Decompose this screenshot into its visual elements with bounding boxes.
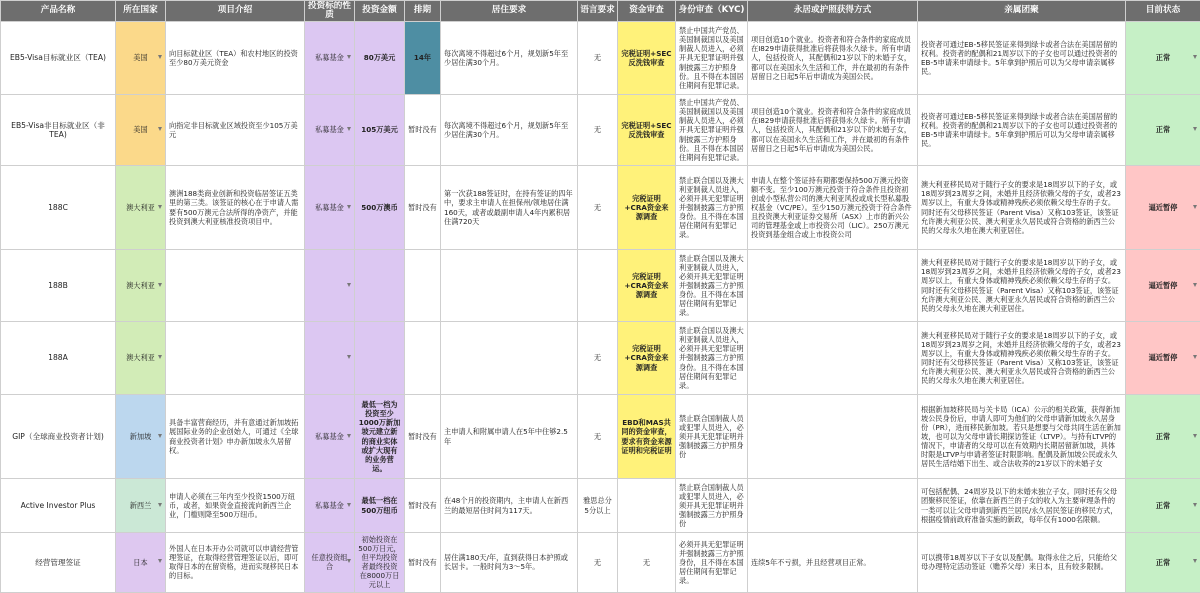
- cell-language[interactable]: 无: [578, 95, 618, 166]
- cell-country[interactable]: [116, 250, 166, 322]
- cell-status[interactable]: [1126, 22, 1200, 95]
- table-row: [1, 533, 1200, 593]
- cell-permanent[interactable]: 申请人在整个签证持有期都要保持500万澳元投资额不变。至少100万澳元投资于符合条件且投资初创或小型私营公司的澳大利亚风投或成长型私募股权基金（VC/PE）。至少150万澳元投资于符合条件且投资澳大利亚证券交易所（ASX）上市的新兴公司的管理基金或上市投资公司（LIC）。250万澳元投资到基金组合或上市投资公司: [748, 166, 918, 250]
- dropdown-arrow-icon[interactable]: [158, 434, 162, 438]
- cell-kyc[interactable]: 必须开具无犯罪证明并强制披露三方护照身份，且不得在本国居住期间有犯罪记录。: [676, 533, 748, 593]
- cell-funds[interactable]: 完税证明+CRA资金来源调查: [618, 322, 676, 395]
- cell-funds[interactable]: [618, 479, 676, 533]
- asset-label: 私募基金: [315, 53, 344, 62]
- cell-residence[interactable]: 每次离境不得超过6个月，规划新5年至少居住满30个月。: [441, 22, 578, 95]
- cell-permanent[interactable]: 项目创造10个就业。投资者和符合条件的家庭成员在I829申请获得批准后将获得永久绿卡。所有申请人，包括投资人，其配偶和21岁以下的未婚子女，都可以在美国永久生活和工作，并在最初的有条件居留日之日起5年后申请成为美国公民。: [748, 95, 918, 166]
- cell-residence[interactable]: 第一次获188签证时，在持有签证的四年中，要求主申请人在担保州/领地居住满160天，或者或最副申请人4年内累积居住满720天: [441, 166, 578, 250]
- cell-kyc[interactable]: 禁止联合国制裁人员或犯罪人员进入，必须开具无犯罪证明并强制披露三方护照身份: [676, 395, 748, 479]
- dropdown-arrow-icon[interactable]: [347, 283, 351, 287]
- dropdown-arrow-icon[interactable]: [347, 559, 351, 563]
- asset-label: 任意投资组合: [312, 553, 348, 571]
- status-label: 正常: [1156, 125, 1170, 134]
- cell-schedule[interactable]: [405, 250, 441, 322]
- cell-kyc[interactable]: 禁止联合国以及澳大利亚制裁人员进入，必须开具无犯罪证明并强制披露三方护照身份。且不得在本国居住期间有犯罪记录。: [676, 166, 748, 250]
- cell-asset[interactable]: [305, 395, 355, 479]
- cell-schedule[interactable]: 暂时没有: [405, 479, 441, 533]
- cell-residence[interactable]: 每次离境不得超过6个月，规划新5年至少居住满30个月。: [441, 95, 578, 166]
- cell-amount[interactable]: 80万美元: [355, 22, 405, 95]
- cell-product-name[interactable]: 188A: [1, 322, 116, 395]
- country-label: 澳大利亚: [126, 353, 155, 362]
- cell-product-name[interactable]: 经营管理签证: [1, 533, 116, 593]
- cell-language[interactable]: 无: [578, 395, 618, 479]
- dropdown-arrow-icon[interactable]: [1193, 434, 1197, 438]
- country-label: 澳大利亚: [126, 281, 155, 290]
- asset-label: 私募基金: [315, 125, 344, 134]
- cell-family[interactable]: 澳大利亚移民局对于随行子女的要求是18周岁以下的子女，或18周岁到23周岁之间，未婚并且经济依赖父母的子女，或者23周岁以上，有重大身体或精神残疾必须依赖父母生存的子女。同时还有父母移民签证（Parent Visa）又称103签证，该签证允许澳大利亚公民、澳大利亚永久居民或符合资格的新西兰公民的父母永久地在澳大利亚居住。: [918, 166, 1126, 250]
- cell-language[interactable]: 无: [578, 322, 618, 395]
- cell-funds[interactable]: 完税证明+SEC反洗钱审查: [618, 95, 676, 166]
- cell-kyc[interactable]: 禁止联合国制裁人员或犯罪人员进入，必须开具无犯罪证明并强制披露三方护照身份: [676, 479, 748, 533]
- cell-status[interactable]: [1126, 322, 1200, 395]
- col-header-product[interactable]: 产品名称: [1, 1, 116, 22]
- dropdown-arrow-icon[interactable]: [1193, 355, 1197, 359]
- table-row: [1, 95, 1200, 166]
- cell-family[interactable]: 可以携带18周岁以下子女以及配偶。取得永住之后，只能给父母办理特定活动签证（赡养父母）来日本，且有较多限制。: [918, 533, 1126, 593]
- dropdown-arrow-icon[interactable]: [347, 55, 351, 59]
- country-label: 美国: [133, 125, 147, 134]
- dropdown-arrow-icon[interactable]: [158, 55, 162, 59]
- cell-residence[interactable]: [441, 322, 578, 395]
- cell-country[interactable]: [116, 479, 166, 533]
- dropdown-arrow-icon[interactable]: [158, 127, 162, 131]
- dropdown-arrow-icon[interactable]: [1193, 283, 1197, 287]
- cell-asset[interactable]: [305, 95, 355, 166]
- cell-residence[interactable]: 居住满180天/年，直到获得日本护照或长居卡。一般时间为3～5年。: [441, 533, 578, 593]
- col-header-family[interactable]: 亲属团聚: [918, 1, 1126, 22]
- col-header-asset[interactable]: 投资标的性质: [305, 1, 355, 22]
- col-header-status[interactable]: 目前状态: [1126, 1, 1200, 22]
- cell-language[interactable]: 无: [578, 166, 618, 250]
- cell-family[interactable]: 澳大利亚移民局对于随行子女的要求是18周岁以下的子女，或18周岁到23周岁之间，未婚并且经济依赖父母的子女，或者23周岁以上，有重大身体或精神残疾必须依赖父母生存的子女。同时还有父母移民签证（Parent Visa）又称103签证，该签证允许澳大利亚公民、澳大利亚永久居民或符合资格的新西兰公民的父母永久地在澳大利亚居住。: [918, 250, 1126, 322]
- cell-residence[interactable]: 在48个月的投资期内，主申请人在新西兰的最短居住时间为117天。: [441, 479, 578, 533]
- cell-status[interactable]: [1126, 533, 1200, 593]
- cell-status[interactable]: [1126, 250, 1200, 322]
- cell-country[interactable]: [116, 95, 166, 166]
- status-label: 正常: [1156, 558, 1170, 567]
- dropdown-arrow-icon[interactable]: [1193, 127, 1197, 131]
- dropdown-arrow-icon[interactable]: [347, 434, 351, 438]
- cell-status[interactable]: [1126, 95, 1200, 166]
- cell-country[interactable]: [116, 166, 166, 250]
- cell-schedule[interactable]: 暂时没有: [405, 395, 441, 479]
- dropdown-arrow-icon[interactable]: [1193, 503, 1197, 507]
- cell-language[interactable]: 无: [578, 533, 618, 593]
- dropdown-arrow-icon[interactable]: [1193, 55, 1197, 59]
- cell-product-name[interactable]: GIP（全球商业投资者计划): [1, 395, 116, 479]
- cell-country[interactable]: [116, 533, 166, 593]
- dropdown-arrow-icon[interactable]: [158, 283, 162, 287]
- cell-amount[interactable]: [355, 322, 405, 395]
- cell-schedule[interactable]: 暂时没有: [405, 166, 441, 250]
- cell-family[interactable]: 澳大利亚移民局对于随行子女的要求是18周岁以下的子女，或18周岁到23周岁之间，未婚并且经济依赖父母的子女，或者23周岁以上，有重大身体或精神残疾必须依赖父母生存的子女。同时还有父母移民签证（Parent Visa）又称103签证，该签证允许澳大利亚公民、澳大利亚永久居民或符合资格的新西兰公民的父母永久地在澳大利亚居住。: [918, 322, 1126, 395]
- status-label: 正常: [1156, 53, 1170, 62]
- cell-product-name[interactable]: Active Investor Plus: [1, 479, 116, 533]
- col-header-language[interactable]: 语言要求: [578, 1, 618, 22]
- cell-funds[interactable]: EBD和MAS共同的资金审查，要求有资金来源证明和完税证明: [618, 395, 676, 479]
- asset-label: 私募基金: [315, 203, 344, 212]
- asset-label: 私募基金: [315, 501, 344, 510]
- cell-country[interactable]: [116, 22, 166, 95]
- dropdown-arrow-icon[interactable]: [158, 205, 162, 209]
- dropdown-arrow-icon[interactable]: [347, 503, 351, 507]
- cell-intro[interactable]: 向目标就业区（TEA）和农村地区的投资至少80万美元资金: [166, 22, 305, 95]
- cell-funds[interactable]: 完税证明+SEC反洗钱审查: [618, 22, 676, 95]
- cell-product-name[interactable]: 188B: [1, 250, 116, 322]
- cell-funds[interactable]: 无: [618, 533, 676, 593]
- cell-asset[interactable]: [305, 322, 355, 395]
- cell-intro[interactable]: 外国人在日本开办公司就可以申请经营管理签证，在取得经营管理签证以后，即可取得日本的在留资格，进而实现移民日本的目标。: [166, 533, 305, 593]
- cell-kyc[interactable]: 禁止中国共产党员、美国制裁国以及美国制裁人员进入，必须开具无犯罪证明并强制披露三方护照身份。且不得在本国居住期间有犯罪记录。: [676, 22, 748, 95]
- col-header-kyc[interactable]: 身份审查（KYC): [676, 1, 748, 22]
- cell-schedule[interactable]: 暂时没有: [405, 95, 441, 166]
- cell-funds[interactable]: 完税证明+CRA资金来源调查: [618, 250, 676, 322]
- cell-schedule[interactable]: 暂时没有: [405, 533, 441, 593]
- country-label: 新西兰: [130, 501, 152, 510]
- cell-status[interactable]: [1126, 479, 1200, 533]
- cell-asset[interactable]: [305, 22, 355, 95]
- header-row: [1, 1, 1200, 22]
- status-label: 逼近暂停: [1149, 281, 1178, 290]
- country-label: 日本: [133, 558, 147, 567]
- cell-status[interactable]: [1126, 395, 1200, 479]
- cell-product-name[interactable]: EB5-Visa目标就业区（TEA): [1, 22, 116, 95]
- status-label: 正常: [1156, 501, 1170, 510]
- cell-asset[interactable]: [305, 250, 355, 322]
- cell-kyc[interactable]: 禁止中国共产党员、美国制裁国以及美国制裁人员进入，必须开具无犯罪证明并强制披露三方护照身份。且不得在本国居住期间有犯罪记录。: [676, 95, 748, 166]
- cell-schedule[interactable]: [405, 322, 441, 395]
- table-row: [1, 395, 1200, 479]
- col-header-residence[interactable]: 居住要求: [441, 1, 578, 22]
- table-row: [1, 322, 1200, 395]
- status-label: 正常: [1156, 432, 1170, 441]
- status-label: 逼近暂停: [1149, 353, 1178, 362]
- cell-residence[interactable]: 主申请人和附属申请人在5年中住够2.5年: [441, 395, 578, 479]
- cell-product-name[interactable]: 188C: [1, 166, 116, 250]
- cell-permanent[interactable]: [748, 250, 918, 322]
- cell-schedule[interactable]: 14年: [405, 22, 441, 95]
- cell-residence[interactable]: [441, 250, 578, 322]
- cell-intro[interactable]: 申请人必须在三年内至少投资1500万纽币，或者，如果资金直接流向新西兰企业，门槛则降至500万纽币。: [166, 479, 305, 533]
- col-header-schedule[interactable]: 排期: [405, 1, 441, 22]
- table-row: [1, 479, 1200, 533]
- cell-permanent[interactable]: 连续5年不亏损，并且经营项目正常。: [748, 533, 918, 593]
- cell-funds[interactable]: 完税证明+CRA资金来源调查: [618, 166, 676, 250]
- cell-permanent[interactable]: [748, 479, 918, 533]
- cell-amount[interactable]: 最低一档在500万纽币: [355, 479, 405, 533]
- dropdown-arrow-icon[interactable]: [1193, 205, 1197, 209]
- col-header-intro[interactable]: 项目介绍: [166, 1, 305, 22]
- cell-intro[interactable]: 澳洲188类商业创新和投资临居签证五类里的第三类。该签证的核心在于申请人需要有500万澳元合法所得的净资产，并能投资到澳大利亚核准投资项目中。: [166, 166, 305, 250]
- dropdown-arrow-icon[interactable]: [347, 355, 351, 359]
- cell-amount[interactable]: 500万澳币: [355, 166, 405, 250]
- cell-language[interactable]: 雅思总分5分以上: [578, 479, 618, 533]
- cell-kyc[interactable]: 禁止联合国以及澳大利亚制裁人员进入，必须开具无犯罪证明并强制披露三方护照身份。且不得在本国居住期间有犯罪记录。: [676, 250, 748, 322]
- cell-family[interactable]: 投资者可通过EB-5移民签证来得到绿卡或者合法在美国居留的权利。投资者的配偶和21周岁以下的子女也可以通过投资者的EB-5申请来申请绿卡。5年拿到护照后可以为父母申请亲属移民。: [918, 22, 1126, 95]
- cell-intro[interactable]: [166, 322, 305, 395]
- cell-language[interactable]: [578, 250, 618, 322]
- cell-family[interactable]: 投资者可通过EB-5移民签证来得到绿卡或者合法在美国居留的权利。投资者的配偶和21周岁以下的子女也可以通过投资者的EB-5申请来申请绿卡。5年拿到护照后可以为父母申请亲属移民。: [918, 95, 1126, 166]
- col-header-funds[interactable]: 资金审查: [618, 1, 676, 22]
- country-label: 美国: [133, 53, 147, 62]
- dropdown-arrow-icon[interactable]: [158, 503, 162, 507]
- cell-family[interactable]: 可包括配偶、24周岁及以下的未婚未独立子女。同时还有父母团聚移民签证，依靠在新西兰的子女的收入为主要审理条件的一类可以让父母申请到新西兰居民/永久居民签证的移民方式，根据疫情前政府准备实施的新政，每年仅有1000名限额。: [918, 479, 1126, 533]
- country-label: 澳大利亚: [126, 203, 155, 212]
- status-label: 逼近暂停: [1149, 203, 1178, 212]
- cell-amount[interactable]: [355, 250, 405, 322]
- cell-status[interactable]: [1126, 166, 1200, 250]
- dropdown-arrow-icon[interactable]: [158, 355, 162, 359]
- cell-product-name[interactable]: EB5-Visa非目标就业区（非TEA): [1, 95, 116, 166]
- table-row: [1, 22, 1200, 95]
- cell-intro[interactable]: 具备丰富营商经历，并有意通过新加坡拓展国际业务的企业创始人，可通过《全球商业投资者计划》申办新加坡永久居留权。: [166, 395, 305, 479]
- table-row: [1, 250, 1200, 322]
- cell-country[interactable]: [116, 322, 166, 395]
- cell-permanent[interactable]: [748, 322, 918, 395]
- cell-kyc[interactable]: 禁止联合国以及澳大利亚制裁人员进入，必须开具无犯罪证明并强制披露三方护照身份。且不得在本国居住期间有犯罪记录。: [676, 322, 748, 395]
- cell-permanent[interactable]: 项目创造10个就业。投资者和符合条件的家庭成员在I829申请获得批准后将获得永久绿卡。所有申请人，包括投资人，其配偶和21岁以下的未婚子女，都可以在美国永久生活和工作，并在最初的有条件居留日之日起5年后申请成为美国公民。: [748, 22, 918, 95]
- dropdown-arrow-icon[interactable]: [1193, 559, 1197, 563]
- col-header-country[interactable]: 所在国家: [116, 1, 166, 22]
- cell-family[interactable]: 根据新加坡移民局与关卡局（ICA）公示的相关政策，获得新加坡公民身份后，申请人即可为他们的父母申请新加坡永久居身份（PR），进而移民新加坡。若只是想要与父母共同生活在新加坡，也可以为父母申请长期探访签证（LTVP）。与持有LTVP的情况下，申请者的父母可以在有效期内长期居留新加坡，具体时限是LTVP与申请者签证时限影响。配偶及新加坡公民或永久居民生活结婚下出生、或合法收养的21岁以下的未婚子女: [918, 395, 1126, 479]
- cell-intro[interactable]: [166, 250, 305, 322]
- dropdown-arrow-icon[interactable]: [347, 205, 351, 209]
- cell-amount[interactable]: 初始投资在500万日元，但平均投资者最终投资在8000万日元以上: [355, 533, 405, 593]
- cell-amount[interactable]: 最低一档为投资至少1000万新加坡元建立新的商业实体或扩大现有的业务营运。: [355, 395, 405, 479]
- cell-language[interactable]: 无: [578, 22, 618, 95]
- asset-label: 私募基金: [315, 432, 344, 441]
- cell-asset[interactable]: [305, 166, 355, 250]
- dropdown-arrow-icon[interactable]: [347, 127, 351, 131]
- col-header-permanent[interactable]: 永居或护照获得方式: [748, 1, 918, 22]
- cell-intro[interactable]: 向指定非目标就业区域投资至少105万美元: [166, 95, 305, 166]
- table-row: [1, 166, 1200, 250]
- cell-asset[interactable]: [305, 479, 355, 533]
- cell-asset[interactable]: [305, 533, 355, 593]
- dropdown-arrow-icon[interactable]: [158, 559, 162, 563]
- col-header-amount[interactable]: 投资金额: [355, 1, 405, 22]
- cell-permanent[interactable]: [748, 395, 918, 479]
- cell-country[interactable]: [116, 395, 166, 479]
- country-label: 新加坡: [130, 432, 152, 441]
- cell-amount[interactable]: 105万美元: [355, 95, 405, 166]
